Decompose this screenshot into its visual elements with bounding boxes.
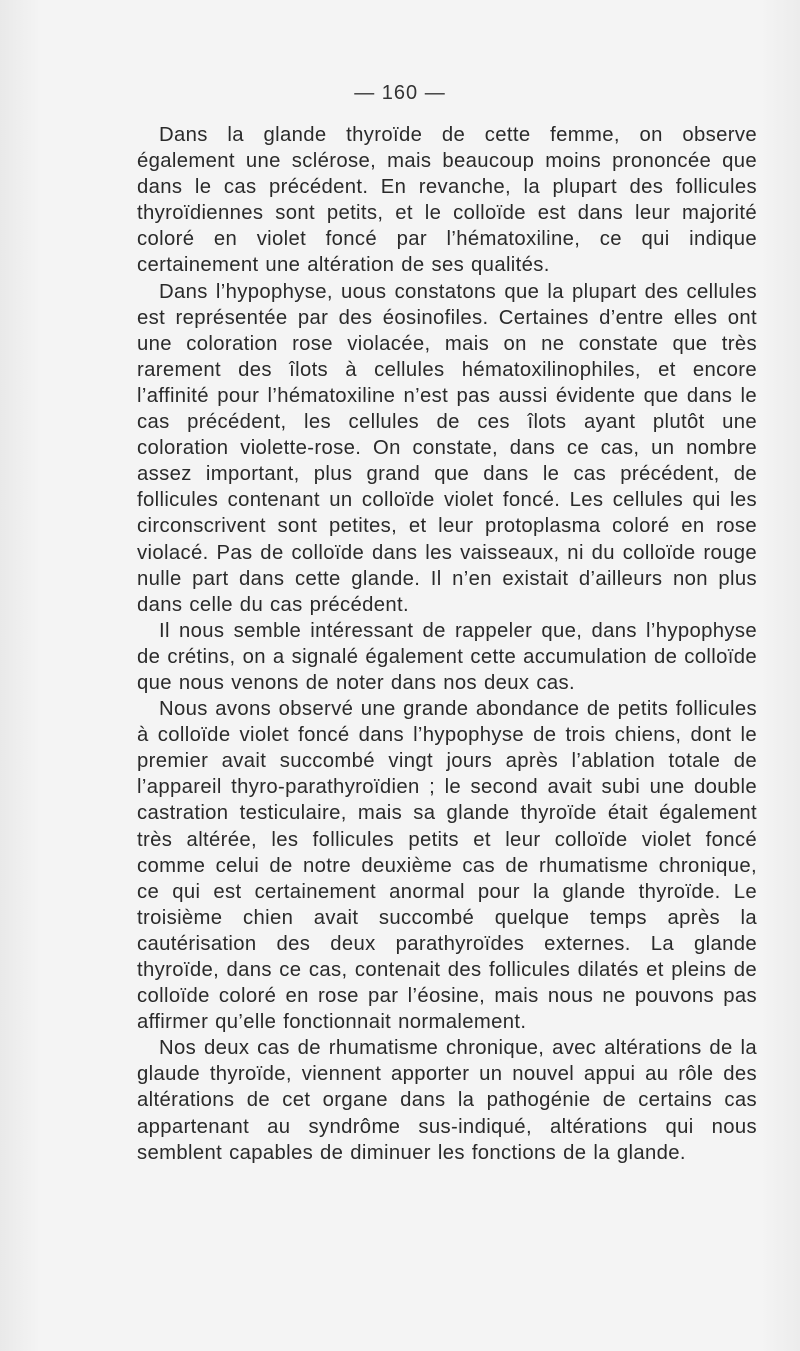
- page-number: — 160 —: [354, 82, 446, 104]
- body-text: [137, 122, 757, 1166]
- paragraph-hypophysis: Dans l’hypophyse, uous constatons que la plupart des cellules est représentée par des éosinofiles. Certaines d’entre elles ont une coloration rose violacée, mais on ne constate que très rarement des îlots à cellules hématoxilinophiles, et encore l’affinité pour l’hématoxiline n’est pas aussi évidente que dans le cas précédent, les cellules de ces îlots ayant plutôt une coloration violette-rose. On constate, dans ce cas, un nombre assez important, plus grand que dans le cas précédent, de follicules contenant un colloïde violet foncé. Les cellules qui les circonscrivent sont petites, et leur protoplasma coloré en rose violacé. Pas de colloïde dans les vaisseaux, ni du colloïde rouge nulle part dans cette glande. Il n’en existait d’ailleurs non plus dans celle du cas précédent.: [137, 280, 757, 616]
- paragraph-thyroid: Dans la glande thyroïde de cette femme, on observe également une sclérose, mais beaucoup moins prononcée que dans le cas précédent. En revanche, la plupart des follicules thyroïdiennes sont petits, et le colloïde est dans leur majorité coloré en violet foncé par l’hématoxiline, ce qui indique certainement une altération de ses qualités.: [137, 124, 757, 277]
- paragraph-conclusion: Nos deux cas de rhumatisme chronique, avec altérations de la glaude thyroïde, viennent apporter un nouvel appui au rôle des altérations de cet organe dans la pathogénie de certains cas appartenant au syndrôme sus-indiqué, altérations qui nous semblent capables de diminuer les fonctions de la glande.: [137, 1037, 757, 1164]
- paragraph-cretins: Il nous semble intéressant de rappeler que, dans l’hypophyse de crétins, on a signalé également cette accumulation de colloïde que nous venons de noter dans nos deux cas.: [137, 619, 757, 694]
- paragraph-dogs: Nous avons observé une grande abondance de petits follicules à colloïde violet foncé dans l’hypophyse de trois chiens, dont le premier avait succombé vingt jours après l’ablation totale de l’appareil thyro-parathyroïdien ; le second avait subi une double castration testiculaire, mais sa glande thyroïde était également très altérée, les follicules petits et leur colloïde violet foncé comme celui de notre deuxième cas de rhumatisme chronique, ce qui est certainement anormal pour la glande thyroïde. Le troisième chien avait succombé quelque temps après la cautérisation des deux parathyroïdes externes. La glande thyroïde, dans ce cas, contenait des follicules dilatés et pleins de colloïde coloré en rose par l’éosine, mais nous ne pouvons pas affirmer qu’elle fonctionnait normalement.: [137, 698, 757, 1034]
